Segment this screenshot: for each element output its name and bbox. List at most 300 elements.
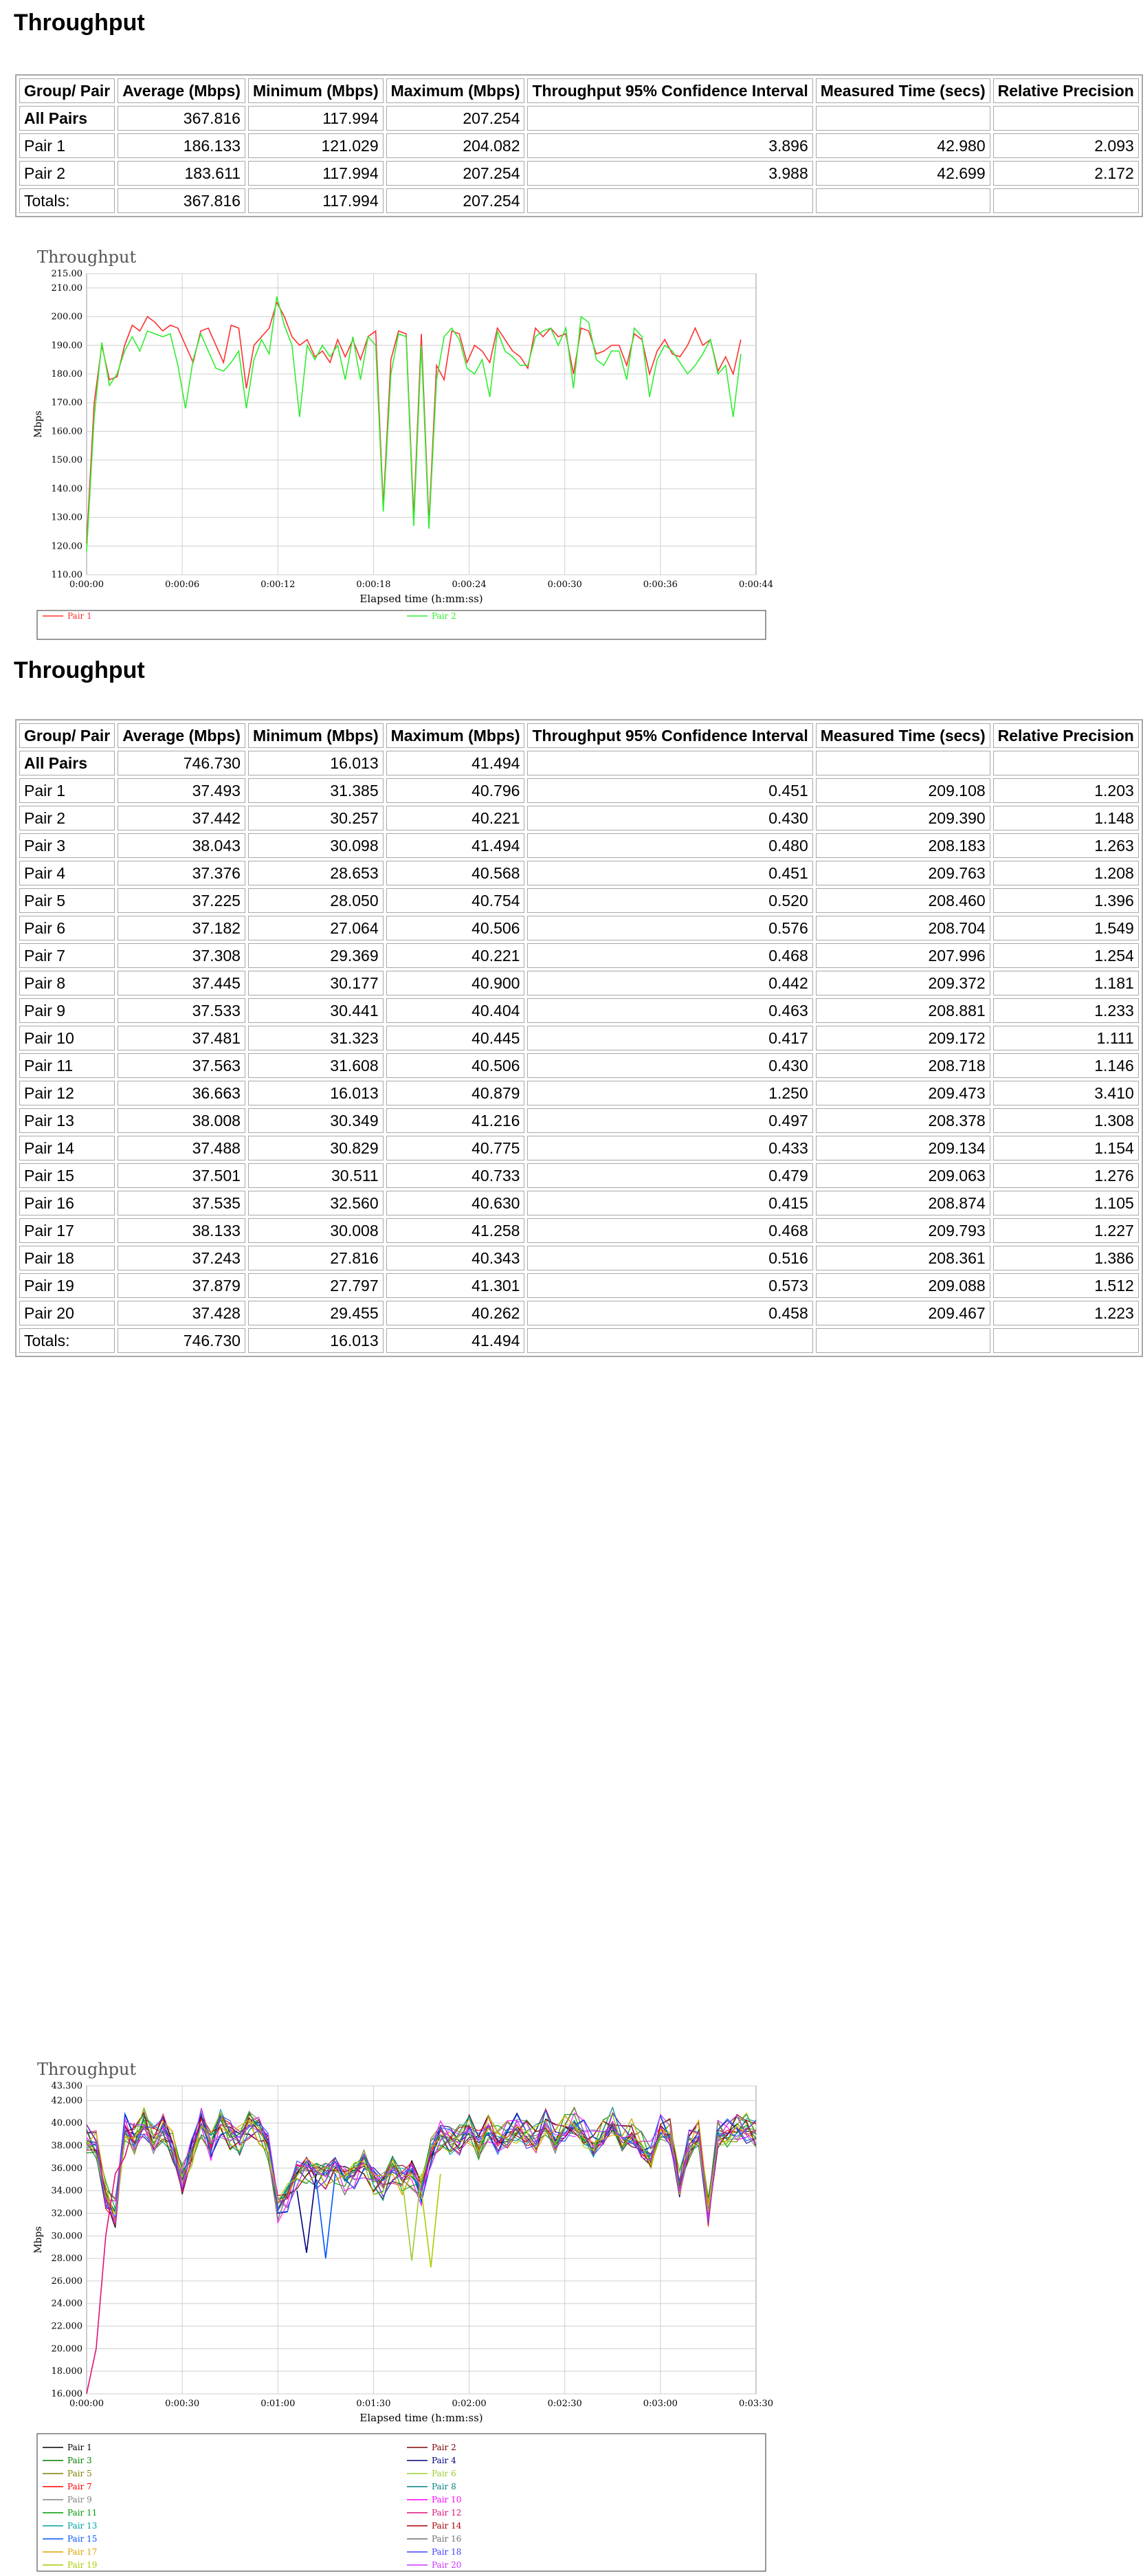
table-cell: 0.430 bbox=[527, 806, 812, 830]
row-label: Pair 17 bbox=[19, 1218, 115, 1243]
column-header: Throughput 95% Confidence Interval bbox=[527, 723, 812, 748]
x-tick-label: 0:00:18 bbox=[356, 580, 391, 590]
y-tick-label: 30.000 bbox=[51, 2231, 82, 2242]
table-cell: 209.063 bbox=[816, 1163, 990, 1188]
table-cell: 40.506 bbox=[386, 916, 525, 940]
table-row bbox=[19, 1053, 1139, 1078]
x-tick-label: 0:01:00 bbox=[260, 2399, 296, 2409]
table-cell: 1.308 bbox=[993, 1108, 1139, 1133]
table-row bbox=[19, 861, 1139, 885]
table-cell: 29.369 bbox=[248, 943, 384, 968]
y-tick-label: 38.000 bbox=[51, 2140, 82, 2151]
table-cell: 40.221 bbox=[386, 806, 525, 830]
table-cell: 1.512 bbox=[993, 1273, 1139, 1298]
throughput-chart bbox=[21, 2057, 774, 2576]
row-label: Pair 16 bbox=[19, 1191, 115, 1215]
legend-label: Pair 20 bbox=[432, 2560, 462, 2570]
y-tick-label: 110.00 bbox=[51, 570, 82, 580]
table-cell: 1.154 bbox=[993, 1136, 1139, 1160]
x-tick-label: 0:00:36 bbox=[643, 580, 678, 590]
x-tick-label: 0:00:12 bbox=[260, 580, 296, 590]
y-tick-label: 160.00 bbox=[51, 426, 82, 437]
table-cell: 27.064 bbox=[248, 916, 384, 940]
table-cell: 40.262 bbox=[386, 1301, 525, 1325]
y-tick-label: 200.00 bbox=[51, 311, 82, 322]
table-row bbox=[19, 106, 1139, 131]
table-cell: 0.573 bbox=[527, 1273, 812, 1298]
y-tick-label: 180.00 bbox=[51, 369, 82, 379]
table-cell: 37.308 bbox=[118, 943, 245, 968]
table-header-row bbox=[19, 723, 1139, 748]
chart-title: Throughput bbox=[37, 2060, 137, 2079]
table-cell: 207.996 bbox=[816, 943, 990, 968]
row-label: Pair 7 bbox=[19, 943, 115, 968]
x-axis-label: Elapsed time (h:mm:ss) bbox=[359, 593, 483, 605]
table-cell: 40.754 bbox=[386, 888, 525, 913]
table-row bbox=[19, 1246, 1139, 1270]
table-cell: 0.497 bbox=[527, 1108, 812, 1133]
y-tick-label: 36.000 bbox=[51, 2163, 82, 2174]
y-tick-label: 22.000 bbox=[51, 2321, 82, 2332]
throughput-chart bbox=[21, 245, 774, 643]
column-header: Average (Mbps) bbox=[118, 723, 245, 748]
table-cell: 41.301 bbox=[386, 1273, 525, 1298]
table-cell: 31.323 bbox=[248, 1026, 384, 1050]
table-cell: 2.172 bbox=[993, 161, 1139, 186]
table-cell: 0.417 bbox=[527, 1026, 812, 1050]
row-label: Pair 20 bbox=[19, 1301, 115, 1325]
table-cell: 27.797 bbox=[248, 1273, 384, 1298]
table-cell: 1.105 bbox=[993, 1191, 1139, 1215]
y-tick-label: 24.000 bbox=[51, 2298, 82, 2309]
table-cell: 1.276 bbox=[993, 1163, 1139, 1188]
legend-label: Pair 5 bbox=[67, 2469, 92, 2478]
table-cell bbox=[527, 751, 812, 775]
table-cell: 209.172 bbox=[816, 1026, 990, 1050]
table-row bbox=[19, 778, 1139, 803]
column-header: Group/ Pair bbox=[19, 78, 115, 103]
x-tick-label: 0:03:00 bbox=[643, 2399, 678, 2409]
table-row bbox=[19, 943, 1139, 968]
table-cell: 209.473 bbox=[816, 1081, 990, 1105]
table-cell: 38.133 bbox=[118, 1218, 245, 1243]
table-cell: 30.098 bbox=[248, 833, 384, 858]
column-header: Group/ Pair bbox=[19, 723, 115, 748]
table-cell: 27.816 bbox=[248, 1246, 384, 1270]
table-cell: 208.881 bbox=[816, 998, 990, 1023]
column-header: Measured Time (secs) bbox=[816, 78, 990, 103]
x-tick-label: 0:00:24 bbox=[452, 580, 487, 590]
legend-label: Pair 8 bbox=[432, 2482, 456, 2491]
table-cell: 0.433 bbox=[527, 1136, 812, 1160]
table-cell: 38.043 bbox=[118, 833, 245, 858]
y-tick-label: 34.000 bbox=[51, 2186, 82, 2197]
row-label: Pair 2 bbox=[19, 161, 115, 186]
row-label: Totals: bbox=[19, 1328, 115, 1353]
column-header: Relative Precision bbox=[993, 723, 1139, 748]
table-cell: 1.250 bbox=[527, 1081, 812, 1105]
table-cell: 37.879 bbox=[118, 1273, 245, 1298]
y-tick-label: 40.000 bbox=[51, 2118, 82, 2129]
table-cell: 30.441 bbox=[248, 998, 384, 1023]
row-label: Pair 12 bbox=[19, 1081, 115, 1105]
table-cell: 37.428 bbox=[118, 1301, 245, 1325]
table-cell: 16.013 bbox=[248, 751, 384, 775]
table-header-row bbox=[19, 78, 1139, 103]
table-cell: 3.410 bbox=[993, 1081, 1139, 1105]
table-row bbox=[19, 1191, 1139, 1215]
table-row bbox=[19, 1328, 1139, 1353]
legend bbox=[37, 610, 766, 639]
row-label: Pair 1 bbox=[19, 133, 115, 158]
table-cell: 1.181 bbox=[993, 971, 1139, 995]
row-label: Pair 13 bbox=[19, 1108, 115, 1133]
table-cell: 207.254 bbox=[386, 161, 525, 186]
table-cell bbox=[527, 188, 812, 213]
legend-label: Pair 15 bbox=[67, 2534, 98, 2544]
table-cell: 0.430 bbox=[527, 1053, 812, 1078]
table-cell: 40.630 bbox=[386, 1191, 525, 1215]
table-cell: 30.511 bbox=[248, 1163, 384, 1188]
legend-label: Pair 12 bbox=[432, 2508, 462, 2518]
plot-area bbox=[87, 274, 756, 575]
legend-label: Pair 1 bbox=[67, 611, 92, 621]
table-cell: 41.216 bbox=[386, 1108, 525, 1133]
table-cell: 41.494 bbox=[386, 1328, 525, 1353]
table-cell: 37.182 bbox=[118, 916, 245, 940]
table-cell: 40.900 bbox=[386, 971, 525, 995]
table-cell: 204.082 bbox=[386, 133, 525, 158]
column-header: Minimum (Mbps) bbox=[248, 723, 384, 748]
table-cell: 1.146 bbox=[993, 1053, 1139, 1078]
legend-label: Pair 9 bbox=[67, 2495, 92, 2505]
table-cell: 209.793 bbox=[816, 1218, 990, 1243]
table-cell: 40.775 bbox=[386, 1136, 525, 1160]
table-cell: 0.415 bbox=[527, 1191, 812, 1215]
table-cell: 28.050 bbox=[248, 888, 384, 913]
legend-label: Pair 7 bbox=[67, 2482, 92, 2491]
table-cell: 37.243 bbox=[118, 1246, 245, 1270]
table-cell: 40.506 bbox=[386, 1053, 525, 1078]
table-cell: 40.445 bbox=[386, 1026, 525, 1050]
table-cell: 208.704 bbox=[816, 916, 990, 940]
row-label: Totals: bbox=[19, 188, 115, 213]
table-row bbox=[19, 161, 1139, 186]
table-cell: 208.183 bbox=[816, 833, 990, 858]
legend-label: Pair 6 bbox=[432, 2469, 456, 2478]
table-cell: 117.994 bbox=[248, 188, 384, 213]
legend-label: Pair 16 bbox=[432, 2534, 462, 2544]
row-label: Pair 18 bbox=[19, 1246, 115, 1270]
column-header: Relative Precision bbox=[993, 78, 1139, 103]
table-cell: 37.488 bbox=[118, 1136, 245, 1160]
table-cell: 0.480 bbox=[527, 833, 812, 858]
table-cell: 38.008 bbox=[118, 1108, 245, 1133]
row-label: Pair 2 bbox=[19, 806, 115, 830]
table-cell: 40.879 bbox=[386, 1081, 525, 1105]
chart-title: Throughput bbox=[37, 247, 137, 267]
table-cell: 0.451 bbox=[527, 861, 812, 885]
table-cell: 1.254 bbox=[993, 943, 1139, 968]
table-cell: 37.535 bbox=[118, 1191, 245, 1215]
row-label: All Pairs bbox=[19, 751, 115, 775]
legend-label: Pair 3 bbox=[67, 2456, 92, 2465]
y-tick-label: 26.000 bbox=[51, 2276, 82, 2287]
table-cell: 37.376 bbox=[118, 861, 245, 885]
y-axis-label: Mbps bbox=[33, 410, 44, 438]
row-label: Pair 11 bbox=[19, 1053, 115, 1078]
x-tick-label: 0:00:00 bbox=[69, 2399, 104, 2409]
table-cell: 31.608 bbox=[248, 1053, 384, 1078]
table-row bbox=[19, 888, 1139, 913]
row-label: Pair 1 bbox=[19, 778, 115, 803]
table-row bbox=[19, 1163, 1139, 1188]
table-cell: 0.442 bbox=[527, 971, 812, 995]
y-tick-label: 42.000 bbox=[51, 2095, 82, 2106]
table-cell: 209.372 bbox=[816, 971, 990, 995]
table-cell: 1.223 bbox=[993, 1301, 1139, 1325]
table-cell: 746.730 bbox=[118, 751, 245, 775]
table-row bbox=[19, 998, 1139, 1023]
y-axis-label: Mbps bbox=[33, 2226, 44, 2254]
x-axis-label: Elapsed time (h:mm:ss) bbox=[359, 2412, 483, 2424]
table-cell: 3.988 bbox=[527, 161, 812, 186]
table-row bbox=[19, 133, 1139, 158]
table-row bbox=[19, 1218, 1139, 1243]
x-tick-label: 0:00:30 bbox=[547, 580, 582, 590]
table-row bbox=[19, 1081, 1139, 1105]
legend-label: Pair 17 bbox=[67, 2547, 98, 2557]
table-cell: 40.221 bbox=[386, 943, 525, 968]
table-cell: 37.481 bbox=[118, 1026, 245, 1050]
table-cell: 28.653 bbox=[248, 861, 384, 885]
table-row bbox=[19, 751, 1139, 775]
table-cell: 209.763 bbox=[816, 861, 990, 885]
y-tick-label: 140.00 bbox=[51, 483, 82, 494]
table-cell: 40.404 bbox=[386, 998, 525, 1023]
table-cell: 40.733 bbox=[386, 1163, 525, 1188]
legend-label: Pair 14 bbox=[432, 2521, 462, 2531]
table-cell: 0.463 bbox=[527, 998, 812, 1023]
table-cell: 117.994 bbox=[248, 106, 384, 131]
table-cell: 0.468 bbox=[527, 943, 812, 968]
table-cell: 209.467 bbox=[816, 1301, 990, 1325]
x-tick-label: 0:03:30 bbox=[738, 2399, 774, 2409]
table-cell bbox=[993, 751, 1139, 775]
y-tick-label: 32.000 bbox=[51, 2208, 82, 2219]
table-cell: 1.233 bbox=[993, 998, 1139, 1023]
y-tick-label: 190.00 bbox=[51, 340, 82, 351]
row-label: Pair 5 bbox=[19, 888, 115, 913]
table-cell: 37.225 bbox=[118, 888, 245, 913]
table-cell: 117.994 bbox=[248, 161, 384, 186]
table-cell bbox=[993, 188, 1139, 213]
column-header: Maximum (Mbps) bbox=[386, 78, 525, 103]
x-tick-label: 0:01:30 bbox=[356, 2399, 391, 2409]
table-cell: 0.516 bbox=[527, 1246, 812, 1270]
table-cell: 42.699 bbox=[816, 161, 990, 186]
table-cell: 1.148 bbox=[993, 806, 1139, 830]
table-cell: 1.263 bbox=[993, 833, 1139, 858]
legend-label: Pair 13 bbox=[67, 2521, 98, 2531]
table-cell: 36.663 bbox=[118, 1081, 245, 1105]
x-tick-label: 0:00:44 bbox=[738, 580, 774, 590]
table-cell: 1.227 bbox=[993, 1218, 1139, 1243]
table-cell: 0.468 bbox=[527, 1218, 812, 1243]
legend-label: Pair 18 bbox=[432, 2547, 462, 2557]
column-header: Measured Time (secs) bbox=[816, 723, 990, 748]
section-title: Throughput bbox=[14, 657, 145, 683]
column-header: Average (Mbps) bbox=[118, 78, 245, 103]
table-cell: 16.013 bbox=[248, 1328, 384, 1353]
row-label: Pair 8 bbox=[19, 971, 115, 995]
row-label: Pair 10 bbox=[19, 1026, 115, 1050]
y-tick-label: 20.000 bbox=[51, 2344, 82, 2355]
table-cell: 30.177 bbox=[248, 971, 384, 995]
table-cell bbox=[816, 188, 990, 213]
table-cell: 0.576 bbox=[527, 916, 812, 940]
table-cell: 40.568 bbox=[386, 861, 525, 885]
table-cell: 367.816 bbox=[118, 106, 245, 131]
table-cell bbox=[993, 106, 1139, 131]
y-tick-label: 120.00 bbox=[51, 541, 82, 552]
table-cell: 1.549 bbox=[993, 916, 1139, 940]
table-cell: 37.533 bbox=[118, 998, 245, 1023]
table-cell: 37.442 bbox=[118, 806, 245, 830]
table-cell: 41.494 bbox=[386, 833, 525, 858]
table-cell bbox=[816, 1328, 990, 1353]
y-tick-label: 43.300 bbox=[51, 2081, 82, 2091]
table-cell: 183.611 bbox=[118, 161, 245, 186]
table-cell: 32.560 bbox=[248, 1191, 384, 1215]
table-row bbox=[19, 1273, 1139, 1298]
table-cell: 2.093 bbox=[993, 133, 1139, 158]
table-cell: 16.013 bbox=[248, 1081, 384, 1105]
legend-label: Pair 10 bbox=[432, 2495, 462, 2505]
throughput-table bbox=[15, 719, 1143, 1357]
table-row bbox=[19, 806, 1139, 830]
table-cell: 367.816 bbox=[118, 188, 245, 213]
x-tick-label: 0:02:30 bbox=[547, 2399, 582, 2409]
legend-label: Pair 1 bbox=[67, 2443, 92, 2452]
table-cell: 40.796 bbox=[386, 778, 525, 803]
y-tick-label: 210.00 bbox=[51, 283, 82, 294]
y-tick-label: 16.000 bbox=[51, 2389, 82, 2399]
table-cell: 41.258 bbox=[386, 1218, 525, 1243]
y-tick-label: 215.00 bbox=[51, 269, 82, 279]
table-cell: 1.111 bbox=[993, 1026, 1139, 1050]
y-tick-label: 18.000 bbox=[51, 2366, 82, 2377]
table-cell: 0.520 bbox=[527, 888, 812, 913]
x-tick-label: 0:02:00 bbox=[452, 2399, 487, 2409]
row-label: Pair 14 bbox=[19, 1136, 115, 1160]
table-cell: 30.257 bbox=[248, 806, 384, 830]
table-cell bbox=[527, 106, 812, 131]
table-cell: 208.718 bbox=[816, 1053, 990, 1078]
table-row bbox=[19, 833, 1139, 858]
legend-label: Pair 4 bbox=[432, 2456, 456, 2465]
column-header: Throughput 95% Confidence Interval bbox=[527, 78, 812, 103]
table-cell: 1.208 bbox=[993, 861, 1139, 885]
table-cell: 1.203 bbox=[993, 778, 1139, 803]
x-tick-label: 0:00:06 bbox=[165, 580, 200, 590]
column-header: Maximum (Mbps) bbox=[386, 723, 525, 748]
table-cell: 208.874 bbox=[816, 1191, 990, 1215]
table-cell: 209.390 bbox=[816, 806, 990, 830]
table-cell: 209.108 bbox=[816, 778, 990, 803]
section-title: Throughput bbox=[14, 10, 145, 36]
legend-label: Pair 19 bbox=[67, 2560, 98, 2570]
y-tick-label: 28.000 bbox=[51, 2254, 82, 2265]
table-row bbox=[19, 971, 1139, 995]
legend-label: Pair 2 bbox=[432, 611, 456, 621]
row-label: Pair 6 bbox=[19, 916, 115, 940]
table-cell: 746.730 bbox=[118, 1328, 245, 1353]
row-label: All Pairs bbox=[19, 106, 115, 131]
column-header: Minimum (Mbps) bbox=[248, 78, 384, 103]
legend bbox=[37, 2434, 766, 2571]
table-cell: 37.493 bbox=[118, 778, 245, 803]
table-row bbox=[19, 1301, 1139, 1325]
row-label: Pair 4 bbox=[19, 861, 115, 885]
x-tick-label: 0:00:30 bbox=[165, 2399, 200, 2409]
table-cell: 30.349 bbox=[248, 1108, 384, 1133]
table-cell: 30.829 bbox=[248, 1136, 384, 1160]
table-cell: 42.980 bbox=[816, 133, 990, 158]
table-row bbox=[19, 1026, 1139, 1050]
table-cell: 1.396 bbox=[993, 888, 1139, 913]
table-cell: 209.134 bbox=[816, 1136, 990, 1160]
table-cell: 209.088 bbox=[816, 1273, 990, 1298]
table-cell: 207.254 bbox=[386, 188, 525, 213]
table-cell: 208.378 bbox=[816, 1108, 990, 1133]
table-row bbox=[19, 1136, 1139, 1160]
row-label: Pair 15 bbox=[19, 1163, 115, 1188]
table-cell: 3.896 bbox=[527, 133, 812, 158]
row-label: Pair 9 bbox=[19, 998, 115, 1023]
table-cell: 0.479 bbox=[527, 1163, 812, 1188]
table-cell: 207.254 bbox=[386, 106, 525, 131]
row-label: Pair 19 bbox=[19, 1273, 115, 1298]
table-cell: 208.460 bbox=[816, 888, 990, 913]
y-tick-label: 170.00 bbox=[51, 397, 82, 408]
table-cell bbox=[816, 106, 990, 131]
legend-label: Pair 2 bbox=[432, 2443, 456, 2452]
y-tick-label: 130.00 bbox=[51, 512, 82, 523]
table-cell: 29.455 bbox=[248, 1301, 384, 1325]
table-cell bbox=[527, 1328, 812, 1353]
table-cell bbox=[993, 1328, 1139, 1353]
x-tick-label: 0:00:00 bbox=[69, 580, 104, 590]
table-cell bbox=[816, 751, 990, 775]
table-cell: 40.343 bbox=[386, 1246, 525, 1270]
row-label: Pair 3 bbox=[19, 833, 115, 858]
throughput-table bbox=[15, 74, 1143, 217]
table-row bbox=[19, 188, 1139, 213]
table-cell: 37.445 bbox=[118, 971, 245, 995]
table-row bbox=[19, 916, 1139, 940]
table-cell: 0.458 bbox=[527, 1301, 812, 1325]
table-cell: 0.451 bbox=[527, 778, 812, 803]
table-cell: 41.494 bbox=[386, 751, 525, 775]
table-cell: 37.563 bbox=[118, 1053, 245, 1078]
table-cell: 31.385 bbox=[248, 778, 384, 803]
table-cell: 1.386 bbox=[993, 1246, 1139, 1270]
table-cell: 121.029 bbox=[248, 133, 384, 158]
table-cell: 30.008 bbox=[248, 1218, 384, 1243]
table-cell: 186.133 bbox=[118, 133, 245, 158]
legend-label: Pair 11 bbox=[67, 2508, 98, 2518]
